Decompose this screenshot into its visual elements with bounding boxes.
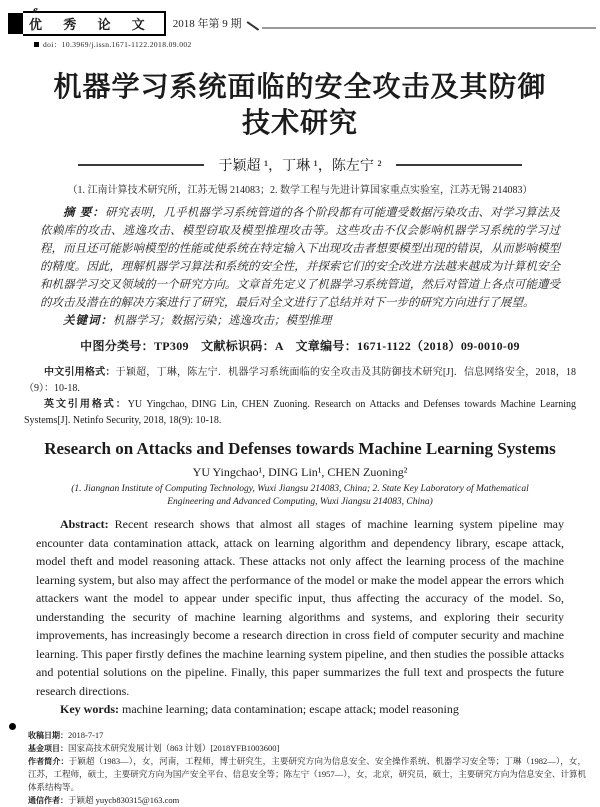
fund-value: 国家高技术研究发展计划（863 计划）[2018YFB1003600] — [68, 742, 280, 753]
keywords-en — [36, 700, 564, 719]
received-date-line — [28, 729, 586, 742]
abstract-zh-text: 研究表明，几乎机器学习系统管道的各个阶段都有可能遭受数据污染攻击、对学习算法及依赖库的攻击、逃逸攻击、模型窃取及模型推理攻击等。这些攻击不仅会影响机器学习系统的学习过程，而且还可能影响模型的性能或使系统在特定输入下出现攻击者想要模型出现的错误，从而影响模型的精度。因此，理解机器学习算法和系统的安全性，并探索它们的安全改进方法越来越成为计算机安全和机器学习交叉领域的一个研究方向。文章首先定义了机器学习系统管道，然后对管道上各点可能遭受的攻击及潜在的解决方案进行了研究，最后对全文进行了总结并对下一步的研究方向进行了展望。 — [40, 207, 561, 309]
abstract-en-label: Abstract: — [60, 517, 115, 531]
keywords-en-text: machine learning; data contamination; escape attack; model reasoning — [122, 702, 459, 716]
issue-label: 2018 年第 9 期 — [172, 18, 242, 30]
keywords-zh-text: 机器学习；数据污染；逃逸攻击；模型推理 — [113, 315, 332, 327]
doi-line — [34, 39, 600, 50]
author-rule-right — [396, 164, 522, 166]
affiliation-en: (1. Jiangnan Institute of Computing Technology, Wuxi Jiangsu 214083, China; 2. State Key Laboratory of Mathematical Engineering and Advanced Computing, Wuxi Jiangsu 214083, China) — [71, 484, 529, 507]
citation-zh — [24, 365, 576, 397]
article-title-zh — [0, 70, 600, 142]
keywords-en-label: Key words: — [60, 702, 122, 716]
fund-label: 基金项目： — [28, 743, 68, 753]
header-rule — [262, 27, 596, 29]
masthead-block-icon — [8, 13, 23, 34]
author-rule-left — [78, 164, 204, 166]
author-bio-label: 作者简介： — [28, 756, 69, 766]
article-title-en: Research on Attacks and Defenses towards Machine Learning Systems — [44, 439, 556, 458]
corresponding-author-line — [28, 794, 586, 807]
citation-en-label: 英文引用格式： — [44, 399, 128, 410]
corresponding-author-value: 于颖超 yuycb830315@163.com — [68, 794, 180, 805]
keywords-zh — [40, 312, 560, 330]
journal-banner — [23, 3, 166, 36]
diagonal-mark-icon — [246, 21, 258, 30]
authors-zh: 于颖超 ¹，丁琳 ¹，陈左宁 ² — [218, 159, 382, 174]
article-title-zh-line1: 机器学习系统面临的安全攻击及其防御 — [53, 72, 547, 103]
doi-text: doi：10.3969/j.issn.1671-1122.2018.09.002 — [43, 40, 192, 49]
article-title-zh-line2: 技术研究 — [241, 108, 358, 139]
abstract-en — [36, 515, 564, 700]
received-date-label: 收稿日期： — [28, 730, 68, 740]
fund-line — [28, 742, 586, 755]
citation-en-text: YU Yingchao, DING Lin, CHEN Zuoning. Research on Attacks and Defenses towards Machine Learning Systems[J]. Netinfo Security, 2018, 18(9): 10-18. — [24, 399, 577, 426]
affiliation-zh: （1. 江南计算技术研究所，江苏无锡 214083；2. 数学工程与先进计算国家重点实验室，江苏无锡 214083） — [67, 185, 533, 196]
masthead — [8, 3, 600, 50]
logo-script-icon: e — [33, 3, 38, 16]
citation-en — [24, 397, 576, 429]
footnote-area — [0, 724, 600, 807]
authors-row — [78, 155, 522, 175]
abstract-en-text: Recent research shows that almost all stages of machine learning system pipeline may encounter data contamination attack, attack on learning algorithm and dependency library, escape attack, model theft and model reasoning attack. These attacks not only affect the learning process of the machine learning system, but also may affect the performance of the model or make the model appear the errors which attackers want the model to appear under specific input, thus affecting the accuracy of the model. So, understanding the security of machine learning algorithms and systems, and exploring their security improvements, has increasingly become a research direction in cross field of computer security and machine learning. This paper firstly defines the machine learning system pipeline, and then studies the possible attacks and potential solutions on the pipeline. Finally, this paper summarizes the full text and prospects the future research directions. — [36, 517, 564, 698]
doi-bullet-icon — [34, 42, 39, 47]
keywords-zh-label: 关键词： — [63, 315, 113, 327]
received-date-value: 2018-7-17 — [68, 729, 104, 740]
corresponding-author-label: 通信作者： — [28, 795, 68, 805]
banner-title: 优 秀 论 文 — [29, 16, 154, 32]
authors-en: YU Yingchao¹, DING Lin¹, CHEN Zuoning² — [192, 465, 408, 479]
citation-zh-label: 中文引用格式： — [44, 367, 116, 378]
classification-line: 中图分类号：TP309 文献标识码：A 文章编号：1671-1122（2018）09-0010-09 — [80, 339, 520, 353]
citation-zh-text: 于颖超，丁琳，陈左宁．机器学习系统面临的安全攻击及其防御技术研究[J]．信息网络安全，2018，18（9）：10-18. — [24, 367, 576, 394]
author-bio-line — [28, 755, 586, 794]
abstract-zh-label: 摘 要： — [63, 207, 106, 219]
abstract-zh — [40, 204, 560, 312]
masthead-row — [8, 3, 600, 36]
citation-block — [24, 365, 576, 429]
author-bio-value: 于颖超（1983—），女，河南，工程师，博士研究生，主要研究方向为信息安全、安全操作系统、机器学习安全等；丁琳（1982—），女，江苏，工程师，硕士，主要研究方向为国产安全平台、信息安全等；陈左宁（1957—），女，北京，研究员，硕士，主要研究方向为信息安全、计算机体系结构等。 — [28, 755, 586, 792]
footnote-dot-icon — [9, 723, 16, 730]
